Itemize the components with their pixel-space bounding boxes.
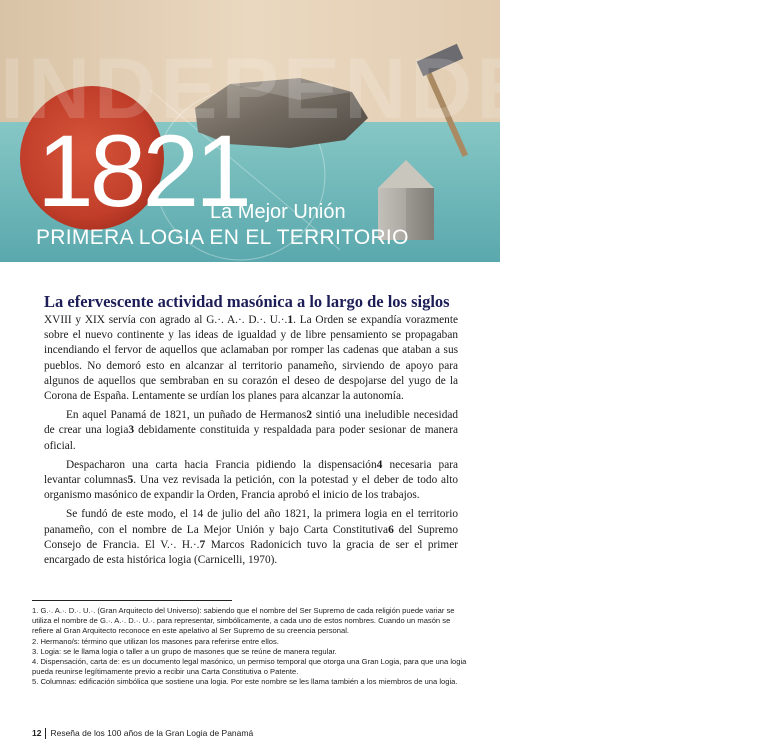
footnote-divider — [32, 600, 232, 601]
footnote-ref-5: 5 — [127, 474, 134, 487]
paragraph-1: XVIII y XIX servía con agrado al G.·. A.·. D.·. U.·.1. La Orden se expandía vorazmente sobre el nuevo continente y las ideas de igualdad y de libre pensamiento se propagaban incendiando el fervor de aquellos que aclamaban por romper las cadenas que ataban a sus pueblos. No demoró esto en alcanzar al territorio panameño, sirviendo de apoyo para algunos de aquellos que sembraban en su corazón el deseo de despojarse del yugo de la Corona de España. Lentamente se urdían los planes para alcanzar la autonomía. — [44, 314, 458, 403]
footer-text: Reseña de los 100 años de la Gran Logia de Panamá — [50, 728, 254, 738]
hero-subtitle: La Mejor Unión — [210, 201, 346, 223]
article-body — [44, 292, 458, 572]
footnote-item: 1. G.·. A.·. D.·. U.·. (Gran Arquitecto del Universo): sabiendo que el nombre del Ser Supremo de cada religión puede variar se utiliza el nombre de G.·. A.·. D.·. U.·. para representar, simbólicamente, a cada uno de estos nombres. Cuando un masón se refiere al Gran Arquitecto reconoce en este apelativo al Ser Supremo de su creencia personal. — [32, 606, 455, 636]
hero-watermark: INDEPENDENCIA — [0, 41, 764, 137]
footnote-item: 4. Dispensación, carta de: es un documento legal masónico, un permiso temporal que otorga una Gran Logia, para que una logia pueda reunirse legítimamente previo a recibir una Carta Constitutiva o Patente. — [32, 657, 467, 677]
footnote-ref-2: 2 — [306, 409, 312, 422]
article-heading: La efervescente actividad masónica a lo largo de los siglos — [44, 292, 450, 311]
footnote-item: 5. Columnas: edificación simbólica que sostiene una logia. Por este nombre se les llama también a los miembros de una logia. — [32, 677, 458, 687]
paragraph-2: En aquel Panamá de 1821, un puñado de Hermanos2 sintió una ineludible necesidad de crear una logia3 debidamente constituida y respaldada para poder sesionar de manera oficial. — [44, 409, 459, 452]
footnote-ref-7: 7 — [199, 538, 206, 551]
page-footer — [32, 728, 253, 739]
footnote-item: 2. Hermano/s: término que utilizan los masones para referirse entre ellos. — [32, 636, 279, 646]
page-number: 12 — [32, 728, 42, 738]
footnote-ref-3: 3 — [128, 424, 135, 437]
footnotes — [32, 606, 470, 688]
paragraph-4: Se fundó de este modo, el 14 de julio del año 1821, la primera logia en el territorio panameño, con el nombre de La Mejor Unión y bajo Carta Constitutiva6 del Supremo Consejo de Francia. El V.·. H.·.7 Marcos Radonicich tuvo la gracia de ser el primer encargado de esta histórica logia (Carnicelli, 1970). — [44, 508, 458, 567]
footer-divider — [45, 728, 46, 739]
hero-year: 1821 — [37, 114, 248, 228]
hero-banner — [0, 0, 764, 262]
footnote-item: 3. Logia: se le llama logia o taller a un grupo de masones que se reúne de manera regular. — [32, 646, 337, 656]
hero-title: PRIMERA LOGIA EN EL TERRITORIO — [36, 226, 409, 249]
footnote-ref-6: 6 — [388, 523, 394, 536]
footnote-ref-1: 1 — [287, 314, 294, 326]
paragraph-3: Despacharon una carta hacia Francia pidiendo la dispensación4 necesaria para levantar columnas5. Una vez revisada la petición, con la potestad y el deber de todo alto organismo masónico de expandir la Orden, Francia aprobó el inicio de los trabajos. — [44, 458, 458, 502]
footnote-ref-4: 4 — [376, 458, 383, 471]
